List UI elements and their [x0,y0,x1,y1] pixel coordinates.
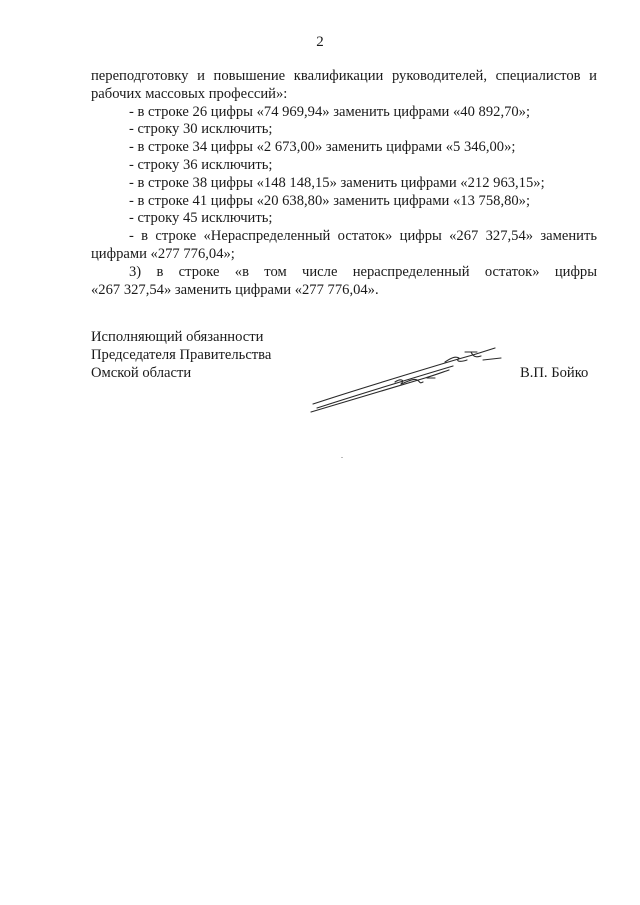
body-line-2: рабочих массовых профессий»: [91,85,288,102]
scan-speck [341,457,343,458]
amendment-item-last-line2: цифрами «277 776,04»; [91,245,235,262]
signer-name: В.П. Бойко [520,365,589,381]
amendment-item: - в строке 34 цифры «2 673,00» заменить цифрами «5 346,00»; [129,139,516,156]
signer-title-line1: Исполняющий обязанности [91,329,264,345]
signer-title [91,329,271,382]
signer-title-line3: Омской области [91,364,192,381]
amendment-item: - в строке 26 цифры «74 969,94» заменить цифрами «40 892,70»; [129,103,531,120]
point3-line2: «267 327,54» заменить цифрами «277 776,04». [91,281,379,298]
point3-line1: 3) в строке «в том числе нераспределенный остаток» цифры [129,263,597,280]
amendment-item: - строку 30 исключить; [129,121,273,138]
amendment-item: - в строке 38 цифры «148 148,15» заменить цифрами «212 963,15»; [129,174,545,191]
page-number: 2 [316,34,324,50]
document-body [91,68,597,299]
body-line-1: переподготовку и повышение квалификации руководителей, специалистов и [91,68,597,84]
amendment-item: - в строке 41 цифры «20 638,80» заменить цифрами «13 758,80»; [129,192,531,209]
amendment-item-last-line1: - в строке «Нераспределенный остаток» цифры «267 327,54» заменить [129,228,597,245]
amendment-item: - строку 36 исключить; [129,156,273,173]
handwritten-signature [305,322,505,422]
amendment-item: - строку 45 исключить; [129,210,273,227]
signer-title-line2: Председателя Правительства [91,346,272,363]
